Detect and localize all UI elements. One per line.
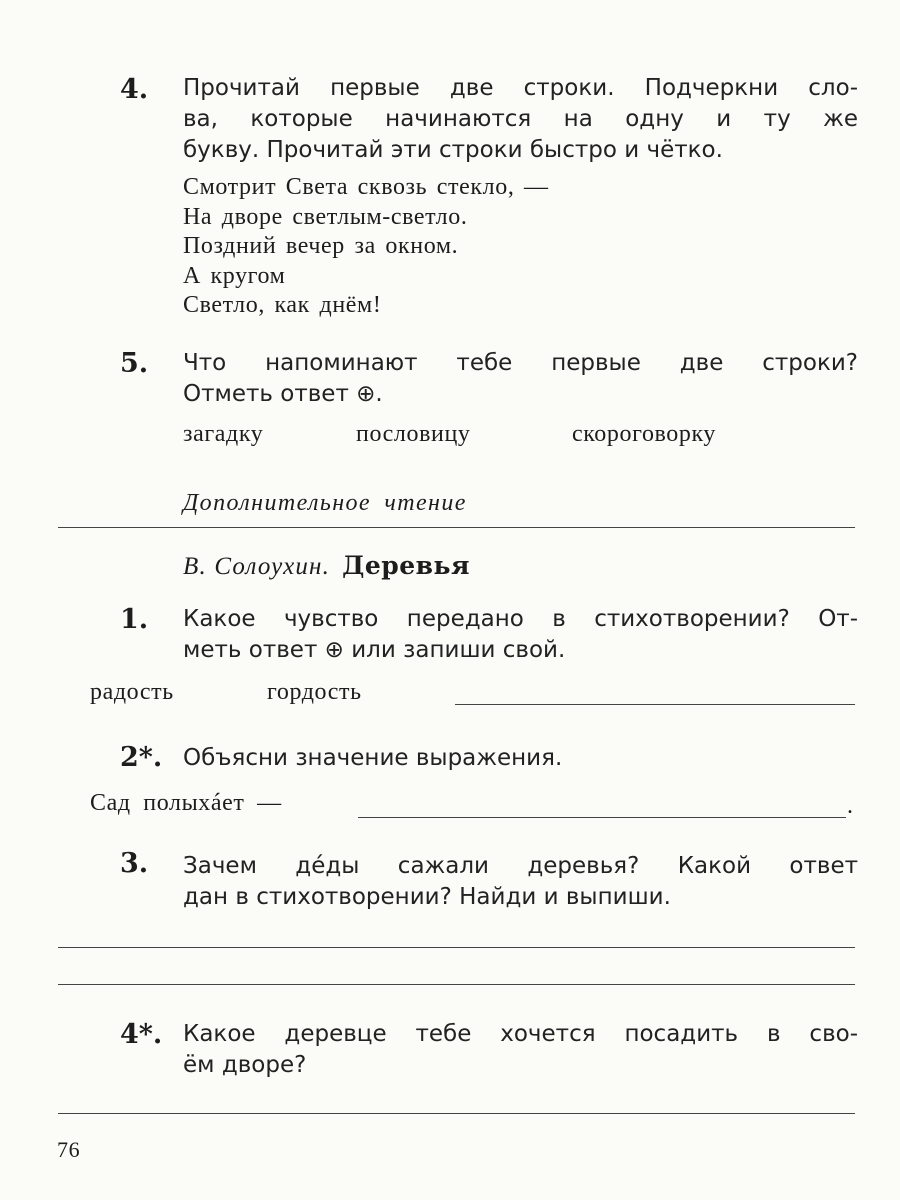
question-2-line-1: Объясни значение выражения.	[183, 745, 563, 771]
question-3-line-1: Зачем дéды сажали деревья? Какой ответ	[183, 853, 858, 879]
question-3-number: 3.	[120, 848, 149, 879]
poem-header	[183, 551, 470, 581]
task-5-option-proverb[interactable]: пословицу	[356, 421, 471, 447]
poem-line-5: Светло, как днём!	[183, 292, 382, 318]
task-5-line-2: Отметь ответ ⊕.	[183, 381, 383, 407]
task-4-line-3: букву. Прочитай эти строки быстро и чётко.	[183, 137, 723, 163]
poem-line-1: Смотрит Света сквозь стекло, —	[183, 174, 549, 200]
question-2-phrase: Сад полыхáет —	[90, 790, 282, 816]
question-2-answer-line[interactable]	[358, 817, 846, 818]
question-2-number: 2*.	[120, 742, 163, 773]
poem	[183, 173, 549, 321]
question-4-number: 4*.	[120, 1019, 163, 1050]
question-3-line-2: дан в стихотворении? Найди и выпиши.	[183, 884, 671, 910]
question-2-text	[183, 743, 858, 774]
question-1-answer-line[interactable]	[455, 704, 855, 705]
question-1-line-1: Какое чувство передано в стихотворении? От-	[183, 606, 858, 632]
section-divider	[58, 527, 855, 528]
poem-line-2: На дворе светлым-светло.	[183, 203, 468, 230]
question-3-answer-line-2[interactable]	[58, 984, 855, 985]
question-4-line-1: Какое деревце тебе хочется посадить в сво-	[183, 1021, 858, 1047]
question-4-text	[183, 1019, 858, 1081]
question-3-text	[183, 851, 858, 913]
question-1-line-2: меть ответ ⊕ или запиши свой.	[183, 637, 566, 663]
task-4-number: 4.	[120, 74, 149, 105]
task-4-line-2: ва, которые начинаются на одну и ту же	[183, 106, 858, 132]
question-3-answer-line-1[interactable]	[58, 947, 855, 948]
question-4-answer-line[interactable]	[58, 1113, 855, 1114]
task-5-option-riddle[interactable]: загадку	[183, 421, 264, 447]
poem-line-4: А кругом	[183, 262, 286, 289]
task-4-line-1: Прочитай первые две строки. Подчеркни сло-	[183, 75, 858, 101]
question-1-number: 1.	[120, 604, 149, 635]
question-4-line-2: ём дворе?	[183, 1052, 307, 1078]
page-number: 76	[57, 1137, 81, 1162]
question-1-text	[183, 604, 858, 666]
task-4-text	[183, 73, 858, 166]
author-name: В. Солоухин.	[183, 553, 331, 580]
poem-title: Деревья	[342, 551, 470, 580]
task-5-number: 5.	[120, 348, 149, 379]
task-5-text	[183, 348, 858, 410]
task-5-line-1: Что напоминают тебе первые две строки?	[183, 350, 858, 376]
question-2-period: .	[847, 793, 854, 819]
task-5-option-tongue-twister[interactable]: скороговорку	[572, 421, 717, 447]
question-1-option-pride[interactable]: гордость	[267, 679, 362, 705]
section-heading: Дополнительное чтение	[183, 490, 467, 516]
question-1-option-joy[interactable]: радость	[90, 679, 174, 705]
poem-line-3: Поздний вечер за окном.	[183, 233, 459, 259]
